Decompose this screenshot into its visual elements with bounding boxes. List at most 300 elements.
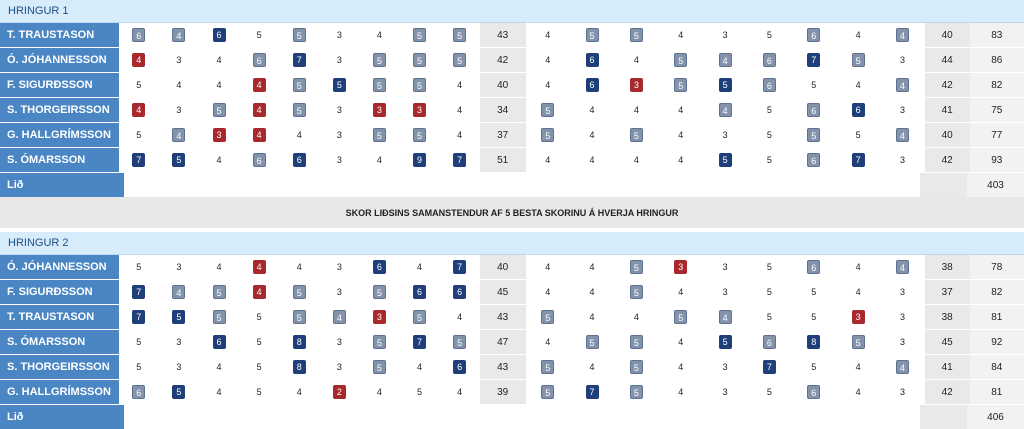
hole-score <box>836 123 880 147</box>
score-value: 3 <box>176 55 182 65</box>
score-value: 5 <box>541 310 554 324</box>
hole-score <box>703 330 747 354</box>
player-name: Ó. JÓHANNESSON <box>0 48 119 72</box>
hole-score <box>440 380 480 404</box>
score-value: 5 <box>413 28 426 42</box>
score-value: 6 <box>763 78 776 92</box>
player-row <box>0 73 1024 98</box>
hole-score <box>703 305 747 329</box>
hole-score <box>792 255 836 279</box>
score-value: 4 <box>678 337 684 347</box>
hole-score <box>279 48 319 72</box>
hole-score <box>159 330 199 354</box>
hole-score <box>199 330 239 354</box>
score-value: 4 <box>678 362 684 372</box>
hole-score <box>659 48 703 72</box>
hole-score <box>400 98 440 122</box>
out-total: 45 <box>480 280 526 304</box>
hole-score <box>614 73 658 97</box>
score-value: 5 <box>630 28 643 42</box>
score-value: 3 <box>176 262 182 272</box>
player-name: S. THORGEIRSSON <box>0 355 119 379</box>
score-value: 7 <box>453 153 466 167</box>
score-value: 4 <box>216 262 222 272</box>
score-value: 5 <box>807 128 820 142</box>
hole-score <box>880 330 924 354</box>
score-value: 6 <box>132 385 145 399</box>
hole-score <box>880 280 924 304</box>
hole-score <box>279 355 319 379</box>
round-total: 93 <box>970 148 1024 172</box>
score-value: 5 <box>630 360 643 374</box>
hole-score <box>836 48 880 72</box>
score-value: 4 <box>216 387 222 397</box>
hole-score <box>319 73 359 97</box>
player-name: F. SIGURÐSSON <box>0 73 119 97</box>
hole-score <box>400 355 440 379</box>
round-total: 81 <box>970 380 1024 404</box>
hole-score <box>747 330 791 354</box>
score-value: 6 <box>373 260 386 274</box>
round-total: 83 <box>970 23 1024 47</box>
back-nine <box>526 330 925 354</box>
score-value: 5 <box>172 385 185 399</box>
hole-score <box>570 355 614 379</box>
score-value: 4 <box>216 155 222 165</box>
score-value: 3 <box>336 55 342 65</box>
score-value: 5 <box>674 78 687 92</box>
score-value: 4 <box>633 55 639 65</box>
in-total: 38 <box>925 255 970 279</box>
hole-score <box>119 23 159 47</box>
front-nine <box>119 73 480 97</box>
score-value: 4 <box>376 155 382 165</box>
hole-score <box>239 280 279 304</box>
hole-score <box>199 380 239 404</box>
score-value: 6 <box>586 53 599 67</box>
hole-score <box>359 98 399 122</box>
score-value: 5 <box>293 310 306 324</box>
hole-score <box>119 380 159 404</box>
score-value: 3 <box>176 105 182 115</box>
player-name: G. HALLGRÍMSSON <box>0 123 119 147</box>
score-value: 5 <box>413 310 426 324</box>
score-value: 5 <box>293 78 306 92</box>
hole-score <box>570 305 614 329</box>
score-value: 3 <box>722 262 728 272</box>
score-value: 5 <box>333 78 346 92</box>
team-label: Lið <box>0 405 124 429</box>
hole-score <box>659 98 703 122</box>
hole-score <box>400 23 440 47</box>
score-value: 5 <box>630 260 643 274</box>
hole-score <box>880 305 924 329</box>
hole-score <box>319 148 359 172</box>
score-value: 3 <box>336 362 342 372</box>
score-value: 4 <box>855 30 861 40</box>
score-value: 4 <box>333 310 346 324</box>
score-value: 5 <box>811 362 817 372</box>
hole-score <box>199 148 239 172</box>
score-value: 4 <box>545 262 551 272</box>
hole-score <box>836 305 880 329</box>
hole-score <box>239 48 279 72</box>
player-row <box>0 123 1024 148</box>
score-value: 4 <box>855 262 861 272</box>
hole-score <box>614 305 658 329</box>
score-value: 6 <box>213 335 226 349</box>
score-value: 6 <box>852 103 865 117</box>
hole-score <box>614 23 658 47</box>
score-value: 7 <box>132 153 145 167</box>
hole-score <box>239 98 279 122</box>
hole-score <box>526 98 570 122</box>
hole-score <box>570 280 614 304</box>
score-value: 6 <box>763 53 776 67</box>
score-value: 5 <box>541 128 554 142</box>
hole-score <box>279 280 319 304</box>
player-row <box>0 305 1024 330</box>
score-value: 4 <box>719 53 732 67</box>
score-value: 5 <box>766 387 772 397</box>
hole-score <box>239 148 279 172</box>
score-value: 5 <box>811 80 817 90</box>
hole-score <box>199 280 239 304</box>
score-value: 5 <box>453 28 466 42</box>
hole-score <box>440 255 480 279</box>
score-value: 4 <box>545 30 551 40</box>
score-value: 4 <box>417 362 423 372</box>
score-value: 5 <box>136 262 142 272</box>
hole-score <box>570 23 614 47</box>
score-value: 4 <box>457 105 463 115</box>
score-value: 4 <box>589 287 595 297</box>
hole-score <box>159 355 199 379</box>
score-value: 6 <box>413 285 426 299</box>
hole-score <box>570 255 614 279</box>
hole-score <box>159 23 199 47</box>
score-value: 4 <box>678 105 684 115</box>
team-in-blank <box>920 405 967 429</box>
score-value: 4 <box>855 362 861 372</box>
score-value: 4 <box>589 362 595 372</box>
hole-score <box>614 148 658 172</box>
score-value: 4 <box>633 312 639 322</box>
back-nine <box>526 98 925 122</box>
score-value: 5 <box>136 337 142 347</box>
score-value: 8 <box>293 335 306 349</box>
score-value: 5 <box>586 28 599 42</box>
hole-score <box>792 330 836 354</box>
score-value: 6 <box>453 360 466 374</box>
hole-score <box>747 305 791 329</box>
score-value: 6 <box>807 28 820 42</box>
hole-score <box>159 280 199 304</box>
score-value: 4 <box>457 312 463 322</box>
score-value: 3 <box>852 310 865 324</box>
hole-score <box>400 255 440 279</box>
score-value: 5 <box>852 53 865 67</box>
hole-score <box>359 23 399 47</box>
score-value: 4 <box>855 80 861 90</box>
hole-score <box>359 380 399 404</box>
score-value: 4 <box>172 28 185 42</box>
hole-score <box>747 355 791 379</box>
score-value: 4 <box>633 155 639 165</box>
hole-score <box>279 148 319 172</box>
in-total: 42 <box>925 148 970 172</box>
hole-score <box>526 48 570 72</box>
hole-score <box>526 380 570 404</box>
hole-score <box>359 48 399 72</box>
hole-score <box>836 330 880 354</box>
score-value: 5 <box>811 287 817 297</box>
hole-score <box>703 73 747 97</box>
hole-score <box>703 98 747 122</box>
score-value: 3 <box>722 387 728 397</box>
hole-score <box>359 148 399 172</box>
hole-score <box>359 255 399 279</box>
score-value: 5 <box>413 128 426 142</box>
score-value: 5 <box>766 262 772 272</box>
hole-score <box>359 355 399 379</box>
hole-score <box>159 73 199 97</box>
team-label: Lið <box>0 173 124 197</box>
score-value: 5 <box>256 337 262 347</box>
hole-score <box>703 255 747 279</box>
score-value: 4 <box>253 285 266 299</box>
hole-score <box>659 148 703 172</box>
in-total: 42 <box>925 73 970 97</box>
hole-score <box>400 48 440 72</box>
score-value: 3 <box>722 130 728 140</box>
back-nine <box>526 23 925 47</box>
hole-score <box>440 48 480 72</box>
hole-score <box>119 123 159 147</box>
score-value: 3 <box>336 287 342 297</box>
hole-score <box>570 148 614 172</box>
score-value: 7 <box>807 53 820 67</box>
hole-score <box>239 380 279 404</box>
score-value: 4 <box>855 287 861 297</box>
team-row <box>0 405 1024 429</box>
out-total: 51 <box>480 148 526 172</box>
score-value: 4 <box>132 53 145 67</box>
front-nine <box>119 330 480 354</box>
player-row <box>0 255 1024 280</box>
hole-score <box>792 98 836 122</box>
score-value: 5 <box>541 385 554 399</box>
hole-score <box>440 98 480 122</box>
hole-score <box>319 23 359 47</box>
hole-score <box>836 380 880 404</box>
hole-score <box>359 305 399 329</box>
out-total: 42 <box>480 48 526 72</box>
round-total: 82 <box>970 73 1024 97</box>
in-total: 45 <box>925 330 970 354</box>
score-value: 7 <box>586 385 599 399</box>
hole-score <box>319 355 359 379</box>
score-value: 5 <box>213 285 226 299</box>
player-row <box>0 48 1024 73</box>
hole-score <box>440 355 480 379</box>
back-nine <box>526 123 925 147</box>
player-row <box>0 280 1024 305</box>
score-value: 6 <box>807 153 820 167</box>
hole-score <box>703 23 747 47</box>
score-value: 4 <box>296 387 302 397</box>
score-value: 8 <box>807 335 820 349</box>
score-value: 3 <box>722 30 728 40</box>
hole-score <box>279 255 319 279</box>
player-row <box>0 355 1024 380</box>
hole-score <box>440 123 480 147</box>
score-value: 5 <box>453 53 466 67</box>
hole-score <box>440 73 480 97</box>
player-name: S. ÓMARSSON <box>0 330 119 354</box>
hole-score <box>400 330 440 354</box>
hole-score <box>199 305 239 329</box>
score-value: 3 <box>722 287 728 297</box>
hole-score <box>239 305 279 329</box>
score-value: 6 <box>253 153 266 167</box>
hole-score <box>119 73 159 97</box>
score-value: 5 <box>630 285 643 299</box>
player-name: T. TRAUSTASON <box>0 305 119 329</box>
score-value: 6 <box>132 28 145 42</box>
score-value: 3 <box>899 287 905 297</box>
score-value: 3 <box>899 55 905 65</box>
hole-score <box>119 98 159 122</box>
back-nine <box>526 73 925 97</box>
score-value: 4 <box>216 80 222 90</box>
hole-score <box>703 148 747 172</box>
hole-score <box>159 48 199 72</box>
score-value: 4 <box>545 287 551 297</box>
hole-score <box>880 23 924 47</box>
score-value: 4 <box>176 80 182 90</box>
score-value: 5 <box>766 287 772 297</box>
hole-score <box>880 380 924 404</box>
hole-score <box>119 280 159 304</box>
score-value: 3 <box>213 128 226 142</box>
score-value: 5 <box>852 335 865 349</box>
hole-score <box>526 305 570 329</box>
score-value: 5 <box>213 103 226 117</box>
hole-score <box>400 380 440 404</box>
hole-score <box>279 123 319 147</box>
hole-score <box>880 148 924 172</box>
score-value: 7 <box>763 360 776 374</box>
score-value: 5 <box>855 130 861 140</box>
player-name: S. THORGEIRSSON <box>0 98 119 122</box>
hole-score <box>440 330 480 354</box>
score-value: 4 <box>545 80 551 90</box>
hole-score <box>359 330 399 354</box>
hole-score <box>526 280 570 304</box>
hole-score <box>400 280 440 304</box>
score-value: 4 <box>253 78 266 92</box>
round-total: 84 <box>970 355 1024 379</box>
score-value: 4 <box>457 387 463 397</box>
back-nine <box>526 380 925 404</box>
score-value: 5 <box>630 385 643 399</box>
score-value: 5 <box>674 310 687 324</box>
score-value: 5 <box>213 310 226 324</box>
in-total: 38 <box>925 305 970 329</box>
hole-score <box>526 123 570 147</box>
score-value: 5 <box>541 360 554 374</box>
hole-score <box>836 148 880 172</box>
score-value: 4 <box>678 30 684 40</box>
hole-score <box>119 355 159 379</box>
back-nine <box>526 305 925 329</box>
score-value: 8 <box>293 360 306 374</box>
score-value: 3 <box>336 130 342 140</box>
score-value: 3 <box>176 362 182 372</box>
back-nine <box>526 48 925 72</box>
hole-score <box>440 23 480 47</box>
score-value: 7 <box>293 53 306 67</box>
score-value: 4 <box>896 360 909 374</box>
back-nine <box>526 280 925 304</box>
score-value: 4 <box>678 287 684 297</box>
out-total: 40 <box>480 255 526 279</box>
hole-score <box>880 255 924 279</box>
hole-score <box>703 123 747 147</box>
hole-score <box>440 148 480 172</box>
hole-score <box>792 48 836 72</box>
hole-score <box>792 73 836 97</box>
hole-score <box>792 280 836 304</box>
hole-score <box>319 280 359 304</box>
hole-score <box>659 255 703 279</box>
score-value: 6 <box>253 53 266 67</box>
score-value: 4 <box>253 128 266 142</box>
front-nine <box>119 98 480 122</box>
player-name: Ó. JÓHANNESSON <box>0 255 119 279</box>
hole-score <box>747 73 791 97</box>
out-total: 43 <box>480 23 526 47</box>
hole-score <box>614 48 658 72</box>
hole-score <box>570 330 614 354</box>
player-row <box>0 98 1024 123</box>
hole-score <box>659 355 703 379</box>
hole-score <box>279 380 319 404</box>
hole-score <box>703 48 747 72</box>
hole-score <box>400 123 440 147</box>
hole-score <box>614 355 658 379</box>
score-value: 4 <box>896 260 909 274</box>
team-score-notice: SKOR LIÐSINS SAMANSTENDUR AF 5 BESTA SKORINU Á HVERJA HRINGUR <box>0 197 1024 228</box>
hole-score <box>159 123 199 147</box>
hole-score <box>199 255 239 279</box>
hole-score <box>836 355 880 379</box>
round-title: HRINGUR 1 <box>0 0 1024 23</box>
hole-score <box>659 123 703 147</box>
hole-score <box>119 148 159 172</box>
score-value: 5 <box>674 53 687 67</box>
hole-score <box>880 123 924 147</box>
hole-score <box>836 73 880 97</box>
hole-score <box>659 305 703 329</box>
hole-score <box>400 73 440 97</box>
player-row <box>0 380 1024 405</box>
hole-score <box>614 380 658 404</box>
score-value: 4 <box>678 387 684 397</box>
score-value: 5 <box>136 80 142 90</box>
team-total: 406 <box>967 405 1024 429</box>
